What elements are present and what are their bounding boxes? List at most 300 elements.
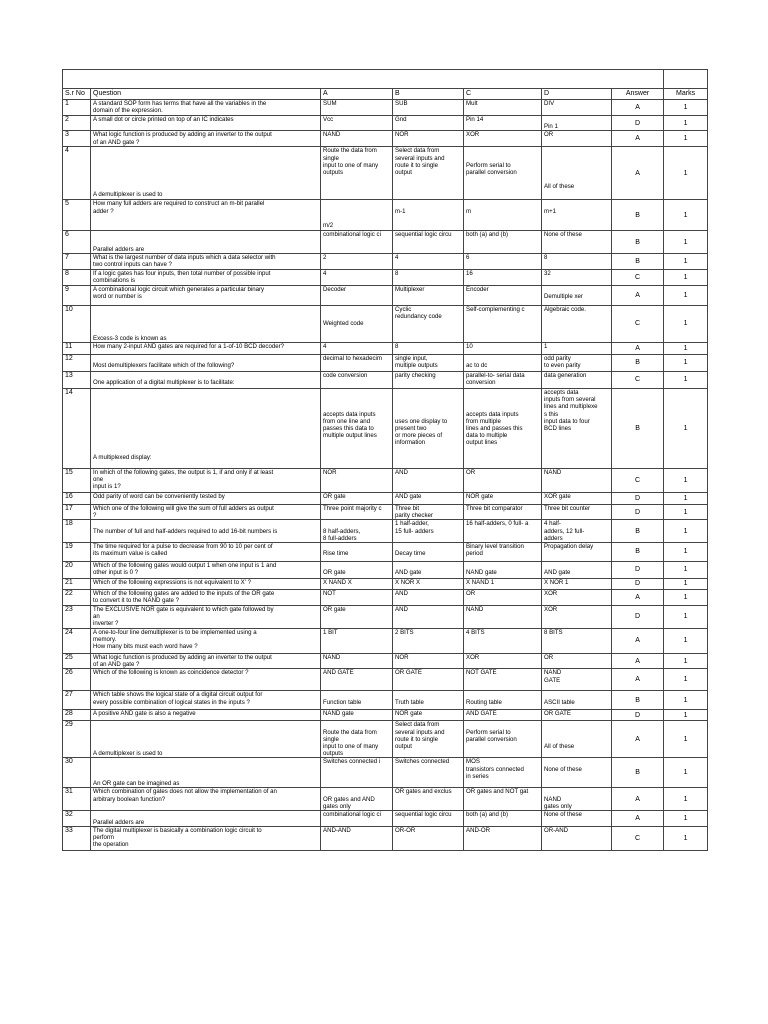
- header-sr-no[interactable]: S.r No: [63, 89, 91, 100]
- question-cell[interactable]: A small dot or circle printed on top of an IC indicates: [91, 116, 321, 131]
- answer-cell[interactable]: B: [612, 758, 664, 788]
- option-c-cell[interactable]: OR: [464, 469, 542, 493]
- blank-merged-cell[interactable]: [63, 70, 664, 89]
- table-row: [63, 691, 708, 710]
- option-a-cell[interactable]: 1 BIT: [321, 629, 393, 654]
- sr-no-cell[interactable]: 9: [63, 286, 91, 306]
- question-cell[interactable]: How many 2-input AND gates are required for a 1-of-10 BCD decoder?: [91, 343, 321, 355]
- option-d-cell[interactable]: OR GATE: [542, 710, 612, 721]
- table-row: [63, 231, 708, 254]
- option-a-cell[interactable]: accepts data inputs from one line and passes this data to multiple output lines: [321, 389, 393, 469]
- option-d-cell[interactable]: 4 half- adders, 12 full- adders: [542, 520, 612, 543]
- header-question[interactable]: Question: [91, 89, 321, 100]
- option-c-cell[interactable]: 10: [464, 343, 542, 355]
- question-table: [62, 69, 708, 851]
- question-cell[interactable]: Odd parity of word can be conveniently tested by: [91, 493, 321, 505]
- option-a-cell[interactable]: Switches connected i: [321, 758, 393, 788]
- option-a-cell[interactable]: m/2: [321, 200, 393, 231]
- header-row: [63, 89, 708, 100]
- marks-cell[interactable]: 1: [664, 147, 708, 200]
- option-b-cell[interactable]: SUB: [393, 100, 464, 116]
- question-cell[interactable]: A demultiplexer is used to: [91, 147, 321, 200]
- question-cell[interactable]: The digital multiplexer is basically a combination logic circuit to perform the operation: [91, 826, 321, 850]
- sr-no-cell[interactable]: 17: [63, 505, 91, 520]
- answer-cell[interactable]: B: [612, 200, 664, 231]
- marks-cell[interactable]: 1: [664, 343, 708, 355]
- question-cell[interactable]: One application of a digital multiplexer is to facilitate:: [91, 372, 321, 389]
- table-row: [63, 389, 708, 469]
- option-a-cell[interactable]: NAND: [321, 131, 393, 147]
- header-marks[interactable]: Marks: [664, 89, 708, 100]
- table-row: [63, 520, 708, 543]
- option-b-cell[interactable]: sequential logic circu: [393, 231, 464, 254]
- question-cell[interactable]: The number of full and half-adders required to add 16-bit numbers is: [91, 520, 321, 543]
- sr-no-cell[interactable]: 24: [63, 629, 91, 654]
- option-c-cell[interactable]: OR: [464, 590, 542, 606]
- option-d-cell[interactable]: Propagation delay: [542, 543, 612, 562]
- option-c-cell[interactable]: parallel-to- serial data conversion: [464, 372, 542, 389]
- marks-cell[interactable]: 1: [664, 629, 708, 654]
- option-c-cell[interactable]: Mult: [464, 100, 542, 116]
- sr-no-cell[interactable]: 19: [63, 543, 91, 562]
- option-d-cell[interactable]: OR-AND: [542, 826, 612, 850]
- sr-no-cell[interactable]: 12: [63, 355, 91, 372]
- marks-cell[interactable]: 1: [664, 654, 708, 669]
- table-row: [63, 355, 708, 372]
- option-b-cell[interactable]: Switches connected: [393, 758, 464, 788]
- answer-cell[interactable]: A: [612, 654, 664, 669]
- question-cell[interactable]: Which of the following gates would output 1 when one input is 1 and other input is 0 ?: [91, 562, 321, 579]
- answer-cell[interactable]: A: [612, 147, 664, 200]
- option-b-cell[interactable]: Decay time: [393, 543, 464, 562]
- table-row: [63, 669, 708, 691]
- marks-cell[interactable]: 1: [664, 710, 708, 721]
- option-a-cell[interactable]: OR gate: [321, 493, 393, 505]
- sr-no-cell[interactable]: 4: [63, 147, 91, 200]
- question-cell[interactable]: Parallel adders are: [91, 231, 321, 254]
- header-option-c[interactable]: C: [464, 89, 542, 100]
- option-b-cell[interactable]: NOR gate: [393, 710, 464, 721]
- sr-no-cell[interactable]: 16: [63, 493, 91, 505]
- answer-cell[interactable]: C: [612, 270, 664, 286]
- option-c-cell[interactable]: NAND: [464, 606, 542, 629]
- option-b-cell[interactable]: single input, multiple outputs: [393, 355, 464, 372]
- option-d-cell[interactable]: 8: [542, 254, 612, 270]
- answer-cell[interactable]: A: [612, 286, 664, 306]
- option-d-cell[interactable]: NAND: [542, 469, 612, 493]
- answer-cell[interactable]: A: [612, 100, 664, 116]
- option-c-cell[interactable]: Binary level transition period: [464, 543, 542, 562]
- option-c-cell[interactable]: MOS transistors connected in series: [464, 758, 542, 788]
- blank-title-row: [63, 70, 708, 89]
- answer-cell[interactable]: B: [612, 691, 664, 710]
- marks-cell[interactable]: 1: [664, 811, 708, 826]
- table-row: [63, 306, 708, 343]
- option-b-cell[interactable]: 2 BITS: [393, 629, 464, 654]
- sr-no-cell[interactable]: 18: [63, 520, 91, 543]
- question-cell[interactable]: A multiplexed display:: [91, 389, 321, 469]
- marks-cell[interactable]: 1: [664, 306, 708, 343]
- answer-cell[interactable]: D: [612, 505, 664, 520]
- option-d-cell[interactable]: XOR: [542, 590, 612, 606]
- table-row: [63, 270, 708, 286]
- marks-cell[interactable]: 1: [664, 826, 708, 850]
- option-d-cell[interactable]: All of these: [542, 147, 612, 200]
- option-b-cell[interactable]: AND gate: [393, 562, 464, 579]
- sr-no-cell[interactable]: 20: [63, 562, 91, 579]
- table-row: [63, 543, 708, 562]
- question-cell[interactable]: What is the largest number of data inputs which a data selector with two control inputs can have ?: [91, 254, 321, 270]
- option-a-cell[interactable]: AND-AND: [321, 826, 393, 850]
- sr-no-cell[interactable]: 15: [63, 469, 91, 493]
- option-d-cell[interactable]: XOR gate: [542, 493, 612, 505]
- table-row: [63, 590, 708, 606]
- sr-no-cell[interactable]: 30: [63, 758, 91, 788]
- option-c-cell[interactable]: m: [464, 200, 542, 231]
- marks-cell[interactable]: 1: [664, 270, 708, 286]
- blank-cell[interactable]: [664, 70, 708, 89]
- marks-cell[interactable]: 1: [664, 590, 708, 606]
- header-option-d[interactable]: D: [542, 89, 612, 100]
- question-cell[interactable]: In which of the following gates, the output is 1, if and only if at least one input is 1?: [91, 469, 321, 493]
- sr-no-cell[interactable]: 7: [63, 254, 91, 270]
- sr-no-cell[interactable]: 10: [63, 306, 91, 343]
- sr-no-cell[interactable]: 8: [63, 270, 91, 286]
- option-a-cell[interactable]: NOT: [321, 590, 393, 606]
- marks-cell[interactable]: 1: [664, 758, 708, 788]
- answer-cell[interactable]: D: [612, 562, 664, 579]
- option-d-cell[interactable]: Pin 1: [542, 116, 612, 131]
- table-row: [63, 493, 708, 505]
- question-cell[interactable]: The EXCLUSIVE NOR gate is equivalent to which gate followed by an inverter ?: [91, 606, 321, 629]
- answer-cell[interactable]: A: [612, 721, 664, 758]
- option-a-cell[interactable]: code conversion: [321, 372, 393, 389]
- sr-no-cell[interactable]: 31: [63, 788, 91, 811]
- marks-cell[interactable]: 1: [664, 389, 708, 469]
- option-a-cell[interactable]: Function table: [321, 691, 393, 710]
- option-d-cell[interactable]: DIV: [542, 100, 612, 116]
- option-c-cell[interactable]: both (a) and (b): [464, 811, 542, 826]
- answer-cell[interactable]: A: [612, 343, 664, 355]
- option-c-cell[interactable]: Three bit comparator: [464, 505, 542, 520]
- table-row: [63, 254, 708, 270]
- option-d-cell[interactable]: OR: [542, 131, 612, 147]
- answer-cell[interactable]: B: [612, 254, 664, 270]
- question-cell[interactable]: Which table shows the logical state of a digital circuit output for every possible combination of logical states in the inputs ?: [91, 691, 321, 710]
- option-a-cell[interactable]: X NAND X: [321, 579, 393, 590]
- option-a-cell[interactable]: decimal to hexadecim: [321, 355, 393, 372]
- sr-no-cell[interactable]: 27: [63, 691, 91, 710]
- option-b-cell[interactable]: parity checking: [393, 372, 464, 389]
- option-d-cell[interactable]: Three bit counter: [542, 505, 612, 520]
- option-d-cell[interactable]: OR: [542, 654, 612, 669]
- answer-cell[interactable]: B: [612, 355, 664, 372]
- answer-cell[interactable]: D: [612, 579, 664, 590]
- option-a-cell[interactable]: 8 half-adders, 8 full-adders: [321, 520, 393, 543]
- table-row: [63, 116, 708, 131]
- table-row: [63, 372, 708, 389]
- sr-no-cell[interactable]: 22: [63, 590, 91, 606]
- option-d-cell[interactable]: data generation: [542, 372, 612, 389]
- header-answer[interactable]: Answer: [612, 89, 664, 100]
- option-c-cell[interactable]: 16 half-adders, 0 full- a: [464, 520, 542, 543]
- marks-cell[interactable]: 1: [664, 469, 708, 493]
- question-cell[interactable]: What logic function is produced by adding an inverter to the output of an AND gate ?: [91, 131, 321, 147]
- answer-cell[interactable]: A: [612, 590, 664, 606]
- question-cell[interactable]: The time required for a pulse to decrease from 90 to 10 per cent of its maximum value is called: [91, 543, 321, 562]
- question-cell[interactable]: What logic function is produced by adding an inverter to the output of an AND gate ?: [91, 654, 321, 669]
- option-a-cell[interactable]: combinational logic ci: [321, 811, 393, 826]
- table-row: [63, 721, 708, 758]
- marks-cell[interactable]: 1: [664, 505, 708, 520]
- option-a-cell[interactable]: Weighted code: [321, 306, 393, 343]
- table-row: [63, 606, 708, 629]
- answer-cell[interactable]: C: [612, 372, 664, 389]
- option-d-cell[interactable]: 8 BITS: [542, 629, 612, 654]
- option-b-cell[interactable]: 4: [393, 254, 464, 270]
- answer-cell[interactable]: B: [612, 543, 664, 562]
- sr-no-cell[interactable]: 33: [63, 826, 91, 850]
- option-b-cell[interactable]: Truth table: [393, 691, 464, 710]
- answer-cell[interactable]: A: [612, 788, 664, 811]
- answer-cell[interactable]: D: [612, 493, 664, 505]
- sr-no-cell[interactable]: 14: [63, 389, 91, 469]
- option-d-cell[interactable]: accepts data inputs from several lines and multiplexe s this input data to four BCD lines: [542, 389, 612, 469]
- question-cell[interactable]: Which combination of gates does not allow the implementation of an arbitrary boolean function?: [91, 788, 321, 811]
- marks-cell[interactable]: 1: [664, 254, 708, 270]
- question-cell[interactable]: Which of the following expressions is not equivalent to X' ?: [91, 579, 321, 590]
- option-a-cell[interactable]: NAND: [321, 654, 393, 669]
- question-cell[interactable]: Which of the following is known as coincidence detector ?: [91, 669, 321, 691]
- option-b-cell[interactable]: OR gates and exclus: [393, 788, 464, 811]
- sr-no-cell[interactable]: 11: [63, 343, 91, 355]
- option-a-cell[interactable]: 2: [321, 254, 393, 270]
- answer-cell[interactable]: A: [612, 131, 664, 147]
- question-cell[interactable]: A one-to-four line demultiplexer is to be implemented using a memory. How many bits must each word have ?: [91, 629, 321, 654]
- option-c-cell[interactable]: 16: [464, 270, 542, 286]
- option-c-cell[interactable]: XOR: [464, 131, 542, 147]
- answer-cell[interactable]: A: [612, 629, 664, 654]
- option-a-cell[interactable]: NOR: [321, 469, 393, 493]
- option-b-cell[interactable]: AND: [393, 469, 464, 493]
- option-b-cell[interactable]: uses one display to present two or more pieces of information: [393, 389, 464, 469]
- question-cell[interactable]: Which of the following gates are added to the inputs of the OR gate to convert it to the NAND gate ?: [91, 590, 321, 606]
- option-b-cell[interactable]: Cyclic redundancy code: [393, 306, 464, 343]
- option-a-cell[interactable]: OR gate: [321, 606, 393, 629]
- option-b-cell[interactable]: Three bit parity checker: [393, 505, 464, 520]
- option-b-cell[interactable]: Select data from several inputs and route it to single output: [393, 721, 464, 758]
- option-b-cell[interactable]: m-1: [393, 200, 464, 231]
- answer-cell[interactable]: B: [612, 520, 664, 543]
- question-cell[interactable]: How many full adders are required to construct an m-bit parallel adder ?: [91, 200, 321, 231]
- option-b-cell[interactable]: Multiplexer: [393, 286, 464, 306]
- option-b-cell[interactable]: AND: [393, 606, 464, 629]
- sr-no-cell[interactable]: 26: [63, 669, 91, 691]
- option-d-cell[interactable]: Algebraic code.: [542, 306, 612, 343]
- sr-no-cell[interactable]: 13: [63, 372, 91, 389]
- option-c-cell[interactable]: 4 BITS: [464, 629, 542, 654]
- option-c-cell[interactable]: Perform serial to parallel conversion: [464, 721, 542, 758]
- marks-cell[interactable]: 1: [664, 543, 708, 562]
- option-c-cell[interactable]: Pin 14: [464, 116, 542, 131]
- option-a-cell[interactable]: 4: [321, 343, 393, 355]
- marks-cell[interactable]: 1: [664, 520, 708, 543]
- question-cell[interactable]: Most demultiplexers facilitate which of the following?: [91, 355, 321, 372]
- option-d-cell[interactable]: odd parity to even parity: [542, 355, 612, 372]
- option-d-cell[interactable]: NAND GATE: [542, 669, 612, 691]
- marks-cell[interactable]: 1: [664, 200, 708, 231]
- option-a-cell[interactable]: Rise time: [321, 543, 393, 562]
- option-d-cell[interactable]: X NOR 1: [542, 579, 612, 590]
- option-d-cell[interactable]: ASCII table: [542, 691, 612, 710]
- option-c-cell[interactable]: Perform serial to parallel conversion: [464, 147, 542, 200]
- sr-no-cell[interactable]: 5: [63, 200, 91, 231]
- marks-cell[interactable]: 1: [664, 562, 708, 579]
- option-a-cell[interactable]: OR gate: [321, 562, 393, 579]
- option-c-cell[interactable]: Routing table: [464, 691, 542, 710]
- option-a-cell[interactable]: Decoder: [321, 286, 393, 306]
- sr-no-cell[interactable]: 25: [63, 654, 91, 669]
- table-row: [63, 654, 708, 669]
- table-row: [63, 788, 708, 811]
- table-row: [63, 562, 708, 579]
- marks-cell[interactable]: 1: [664, 231, 708, 254]
- option-a-cell[interactable]: OR gates and AND gates only: [321, 788, 393, 811]
- option-a-cell[interactable]: SUM: [321, 100, 393, 116]
- marks-cell[interactable]: 1: [664, 116, 708, 131]
- marks-cell[interactable]: 1: [664, 131, 708, 147]
- marks-cell[interactable]: 1: [664, 721, 708, 758]
- sr-no-cell[interactable]: 6: [63, 231, 91, 254]
- answer-cell[interactable]: C: [612, 469, 664, 493]
- marks-cell[interactable]: 1: [664, 100, 708, 116]
- option-c-cell[interactable]: X NAND 1: [464, 579, 542, 590]
- question-cell[interactable]: Parallel adders are: [91, 811, 321, 826]
- option-d-cell[interactable]: NAND gates only: [542, 788, 612, 811]
- option-d-cell[interactable]: Demultiple xer: [542, 286, 612, 306]
- option-d-cell[interactable]: m+1: [542, 200, 612, 231]
- marks-cell[interactable]: 1: [664, 493, 708, 505]
- option-b-cell[interactable]: AND gate: [393, 493, 464, 505]
- option-a-cell[interactable]: 4: [321, 270, 393, 286]
- table-row: [63, 758, 708, 788]
- marks-cell[interactable]: 1: [664, 355, 708, 372]
- question-cell[interactable]: A combinational logic circuit which generates a particular binary word or number is: [91, 286, 321, 306]
- option-c-cell[interactable]: Encoder: [464, 286, 542, 306]
- answer-cell[interactable]: A: [612, 669, 664, 691]
- option-d-cell[interactable]: 1: [542, 343, 612, 355]
- option-b-cell[interactable]: NOR: [393, 131, 464, 147]
- option-a-cell[interactable]: Three point majority c: [321, 505, 393, 520]
- question-cell[interactable]: If a logic gates has four inputs, then total number of possible input combinations is: [91, 270, 321, 286]
- option-b-cell[interactable]: OR GATE: [393, 669, 464, 691]
- option-b-cell[interactable]: 1 half-adder, 15 full- adders: [393, 520, 464, 543]
- option-d-cell[interactable]: All of these: [542, 721, 612, 758]
- header-option-b[interactable]: B: [393, 89, 464, 100]
- option-b-cell[interactable]: X NOR X: [393, 579, 464, 590]
- marks-cell[interactable]: 1: [664, 286, 708, 306]
- option-b-cell[interactable]: Gnd: [393, 116, 464, 131]
- option-c-cell[interactable]: both (a) and (b): [464, 231, 542, 254]
- answer-cell[interactable]: D: [612, 606, 664, 629]
- marks-cell[interactable]: 1: [664, 691, 708, 710]
- option-a-cell[interactable]: Vcc: [321, 116, 393, 131]
- option-c-cell[interactable]: NOT GATE: [464, 669, 542, 691]
- option-b-cell[interactable]: 8: [393, 270, 464, 286]
- marks-cell[interactable]: 1: [664, 669, 708, 691]
- option-c-cell[interactable]: 6: [464, 254, 542, 270]
- marks-cell[interactable]: 1: [664, 372, 708, 389]
- option-b-cell[interactable]: 8: [393, 343, 464, 355]
- option-b-cell[interactable]: Select data from several inputs and route it to single output: [393, 147, 464, 200]
- option-d-cell[interactable]: AND gate: [542, 562, 612, 579]
- sr-no-cell[interactable]: 29: [63, 721, 91, 758]
- table-row: [63, 100, 708, 116]
- option-a-cell[interactable]: combinational logic ci: [321, 231, 393, 254]
- option-c-cell[interactable]: NOR gate: [464, 493, 542, 505]
- answer-cell[interactable]: D: [612, 116, 664, 131]
- option-a-cell[interactable]: NAND gate: [321, 710, 393, 721]
- sr-no-cell[interactable]: 32: [63, 811, 91, 826]
- option-d-cell[interactable]: None of these: [542, 811, 612, 826]
- table-row: [63, 826, 708, 850]
- question-cell[interactable]: A standard SOP form has terms that have all the variables in the domain of the expression.: [91, 100, 321, 116]
- option-a-cell[interactable]: Route the data from single input to one of many outputs: [321, 147, 393, 200]
- option-a-cell[interactable]: AND GATE: [321, 669, 393, 691]
- option-c-cell[interactable]: XOR: [464, 654, 542, 669]
- option-b-cell[interactable]: NOR: [393, 654, 464, 669]
- option-c-cell[interactable]: Self-complementing c: [464, 306, 542, 343]
- marks-cell[interactable]: 1: [664, 579, 708, 590]
- option-c-cell[interactable]: AND GATE: [464, 710, 542, 721]
- option-b-cell[interactable]: AND: [393, 590, 464, 606]
- option-c-cell[interactable]: ac to dc: [464, 355, 542, 372]
- sr-no-cell[interactable]: 1: [63, 100, 91, 116]
- option-d-cell[interactable]: XOR: [542, 606, 612, 629]
- header-option-a[interactable]: A: [321, 89, 393, 100]
- sr-no-cell[interactable]: 2: [63, 116, 91, 131]
- question-cell[interactable]: An OR gate can be imagined as: [91, 758, 321, 788]
- option-c-cell[interactable]: OR gates and NOT gat: [464, 788, 542, 811]
- table-row: [63, 200, 708, 231]
- marks-cell[interactable]: 1: [664, 788, 708, 811]
- sr-no-cell[interactable]: 23: [63, 606, 91, 629]
- sr-no-cell[interactable]: 21: [63, 579, 91, 590]
- marks-cell[interactable]: 1: [664, 606, 708, 629]
- option-c-cell[interactable]: accepts data inputs from multiple lines and passes this data to multiple output lines: [464, 389, 542, 469]
- sr-no-cell[interactable]: 3: [63, 131, 91, 147]
- option-d-cell[interactable]: None of these: [542, 758, 612, 788]
- question-cell[interactable]: A positive AND gate is also a negative: [91, 710, 321, 721]
- option-b-cell[interactable]: sequential logic circu: [393, 811, 464, 826]
- answer-cell[interactable]: D: [612, 710, 664, 721]
- option-d-cell[interactable]: 32: [542, 270, 612, 286]
- option-c-cell[interactable]: AND-OR: [464, 826, 542, 850]
- option-d-cell[interactable]: None of these: [542, 231, 612, 254]
- sr-no-cell[interactable]: 28: [63, 710, 91, 721]
- answer-cell[interactable]: C: [612, 306, 664, 343]
- question-cell[interactable]: A demultiplexer is used to: [91, 721, 321, 758]
- option-c-cell[interactable]: NAND gate: [464, 562, 542, 579]
- answer-cell[interactable]: C: [612, 826, 664, 850]
- option-a-cell[interactable]: Route the data from single input to one of many outputs: [321, 721, 393, 758]
- answer-cell[interactable]: B: [612, 389, 664, 469]
- option-b-cell[interactable]: OR-OR: [393, 826, 464, 850]
- answer-cell[interactable]: A: [612, 811, 664, 826]
- question-cell[interactable]: Which one of the following will give the sum of full adders as output ?: [91, 505, 321, 520]
- question-cell[interactable]: Excess-3 code is known as: [91, 306, 321, 343]
- answer-cell[interactable]: B: [612, 231, 664, 254]
